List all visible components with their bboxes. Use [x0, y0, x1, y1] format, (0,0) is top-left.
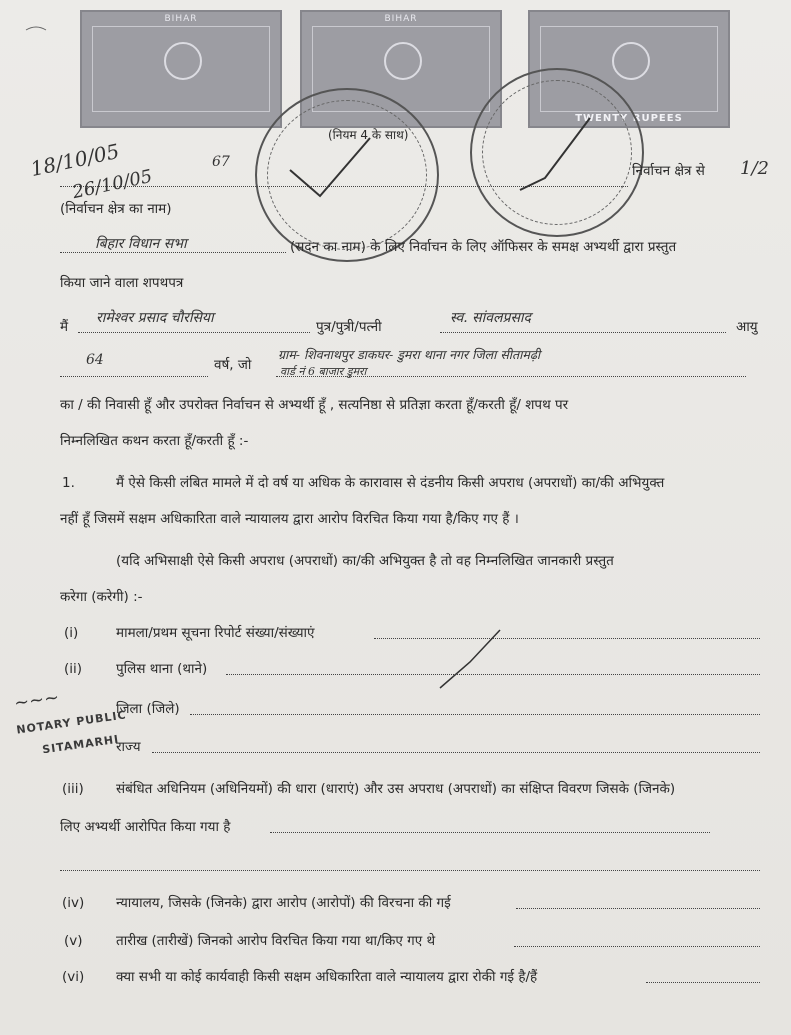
point-1-text-b: नहीं हूँ जिसमें सक्षम अधिकारिता वाले न्यायालय द्वारा आरोप विरचित किया गया है/किए गए हैं । — [60, 511, 519, 527]
parent-line — [440, 318, 726, 338]
address-line — [276, 362, 746, 382]
item-iii-line — [270, 818, 710, 838]
stamp-paper-1 — [80, 10, 282, 128]
constituency-line — [60, 172, 628, 192]
item-v-text: तारीख (तारीखें) जिनको आरोप विरचित किया गया था/किए गए थे — [116, 933, 436, 949]
declare-line: निम्नलिखित कथन करता हूँ/करती हूँ :- — [60, 433, 249, 449]
notary-stamp-line2: SITAMARHI — [41, 732, 120, 757]
house-suffix: (सदन का नाम) के लिए निर्वाचन के लिए ऑफिसर के समक्ष अभ्यर्थी द्वारा प्रस्तुत — [290, 239, 677, 255]
notary-signature: ~~~ — [12, 686, 61, 715]
item-i-number: (i) — [64, 625, 79, 641]
handwritten-fraction: 1/2 — [740, 158, 769, 179]
handwritten-date-2: 26/10/05 — [70, 165, 155, 204]
age-line — [60, 362, 208, 382]
me-label: मैं — [60, 319, 69, 335]
constituency-name-label: (निर्वाचन क्षेत्र का नाम) — [60, 201, 172, 217]
emblem-icon — [164, 42, 202, 80]
name-line — [78, 318, 310, 338]
point-1-text-a: मैं ऐसे किसी लंबित मामले में दो वर्ष या अधिक के कारावास से दंडनीय किसी अपराध (अपराधों) का/की अभियुक्त — [116, 475, 665, 491]
item-iii-text-a: संबंधित अधिनियम (अधिनियमों) की धारा (धाराएं) और उस अपराध (अपराधों) का संक्षिप्त विवरण जिसके (जिनके) — [116, 781, 676, 797]
item-iii-line-2 — [60, 856, 760, 876]
constituency-number: 67 — [212, 154, 230, 170]
constituency-suffix: निर्वाचन क्षेत्र से — [632, 163, 705, 179]
parent-name-handwritten: स्व. सांवलप्रसाद — [450, 310, 531, 326]
resident-line: का / की निवासी हूँ और उपरोक्त निर्वाचन से अभ्यर्थी हूँ , सत्यनिष्ठा से प्रतिज्ञा करता हूँ/करती हूँ/ शपथ पर — [60, 397, 569, 413]
state-line — [152, 738, 760, 758]
house-line — [60, 238, 286, 258]
notary-stamp-line1: NOTARY PUBLIC — [15, 708, 128, 737]
years-label: वर्ष, जो — [214, 357, 252, 373]
item-iv-number: (iv) — [62, 895, 85, 911]
item-iv-text: न्यायालय, जिसके (जिनके) द्वारा आरोप (आरोपों) की विरचना की गई — [116, 895, 451, 911]
house-name-handwritten: बिहार विधान सभा — [95, 236, 187, 252]
header-note: (नियम 4 के साथ) — [328, 128, 409, 142]
age-label: आयु — [736, 319, 758, 335]
item-ii-text: पुलिस थाना (थाने) — [116, 661, 208, 677]
relation-label: पुत्र/पुत्री/पत्नी — [316, 319, 382, 335]
district-line — [190, 700, 760, 720]
point-1-number: 1. — [62, 475, 75, 491]
address-handwritten-2: वार्ड नं 6 बाजार डुमरा — [280, 365, 367, 378]
stamp-value: TWENTY RUPEES — [575, 113, 683, 124]
item-i-text: मामला/प्रथम सूचना रिपोर्ट संख्या/संख्याएं — [116, 625, 315, 641]
item-ii-district: जिला (जिले) — [116, 701, 180, 717]
stamp-caption: BIHAR — [164, 14, 198, 24]
condition-text-b: करेगा (करेगी) :- — [60, 589, 143, 605]
stamp-caption: BIHAR — [384, 14, 418, 24]
item-iv-line — [516, 894, 760, 914]
item-i-line — [374, 624, 760, 644]
emblem-icon — [384, 42, 422, 80]
item-iii-number: (iii) — [62, 781, 84, 797]
emblem-icon — [612, 42, 650, 80]
item-ii-line — [226, 660, 760, 680]
round-seal-2 — [470, 68, 644, 237]
item-iii-text-b: लिए अभ्यर्थी आरोपित किया गया है — [60, 819, 231, 835]
item-ii-state: राज्य — [116, 739, 141, 755]
item-vi-line — [646, 968, 760, 988]
item-vi-text: क्या सभी या कोई कार्यवाही किसी सक्षम अधिकारिता वाले न्यायालय द्वारा रोकी गई है/हैं — [116, 969, 538, 985]
item-v-number: (v) — [64, 933, 83, 949]
item-ii-number: (ii) — [64, 661, 83, 677]
candidate-name-handwritten: रामेश्वर प्रसाद चौरसिया — [96, 310, 214, 326]
handwritten-date: 18/10/05 — [28, 138, 122, 182]
condition-text-a: (यदि अभिसाक्षी ऐसे किसी अपराध (अपराधों) का/की अभियुक्त है तो वह निम्नलिखित जानकारी प्रस्तुत — [116, 553, 614, 569]
age-handwritten: 64 — [86, 352, 104, 368]
affidavit-line: किया जाने वाला शपथपत्र — [60, 275, 184, 291]
address-handwritten: ग्राम- शिवनाथपुर डाकघर- डुमरा थाना नगर जिला सीतामढ़ी — [278, 347, 541, 362]
item-v-line — [514, 932, 760, 952]
item-vi-number: (vi) — [62, 969, 85, 985]
